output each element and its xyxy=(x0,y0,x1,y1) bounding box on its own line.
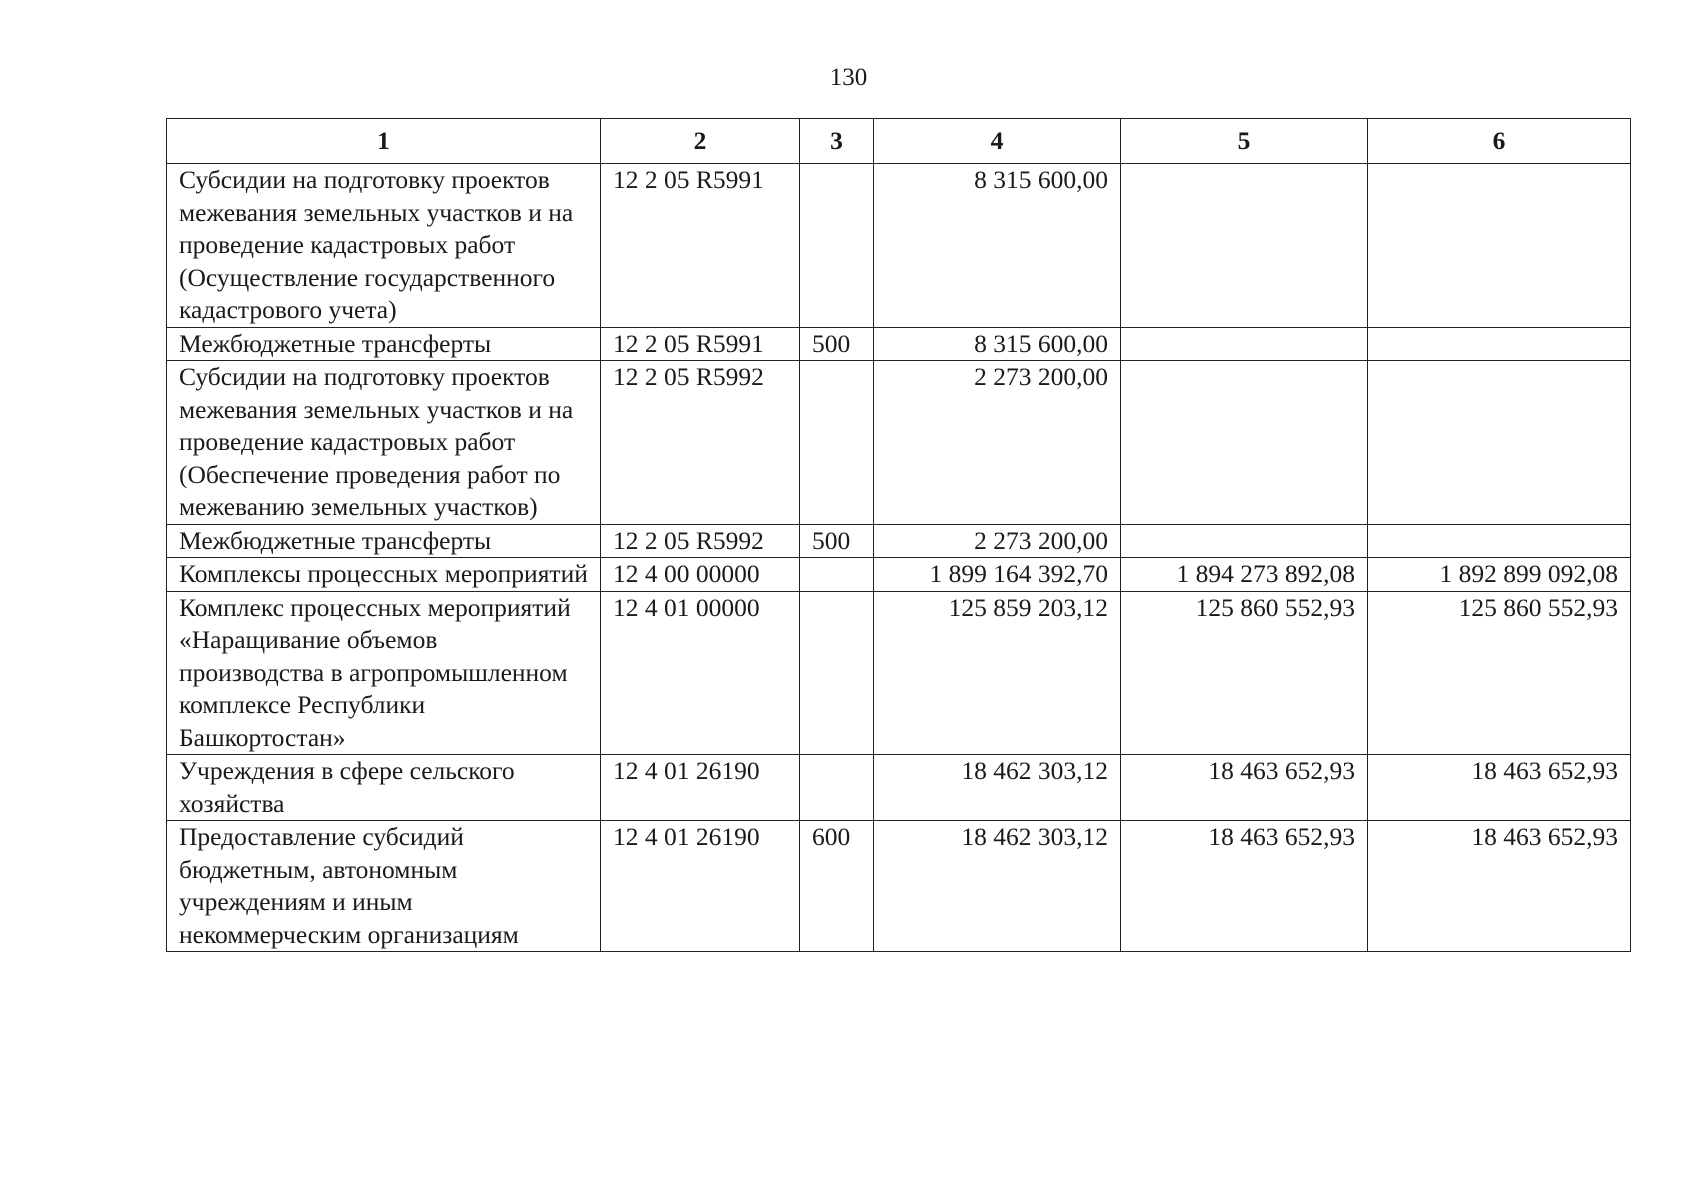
row-type-cell: 500 xyxy=(800,524,874,558)
row-name-cell: Предоставление субсидий бюджетным, автономным учреждениям и иным некоммерческим организациям xyxy=(167,821,601,952)
header-col-6: 6 xyxy=(1368,119,1631,164)
row-sum3-cell xyxy=(1368,524,1631,558)
row-type-cell xyxy=(800,755,874,821)
row-sum3-cell xyxy=(1368,327,1631,361)
row-sum2-cell xyxy=(1121,327,1368,361)
row-sum3-cell: 1 892 899 092,08 xyxy=(1368,558,1631,592)
row-sum3-cell: 18 463 652,93 xyxy=(1368,755,1631,821)
row-sum2-cell: 18 463 652,93 xyxy=(1121,755,1368,821)
row-code-cell: 12 2 05 R5992 xyxy=(601,524,800,558)
row-sum2-cell xyxy=(1121,164,1368,328)
row-name-cell: Комплексы процессных мероприятий xyxy=(167,558,601,592)
header-col-5: 5 xyxy=(1121,119,1368,164)
row-name-cell: Комплекс процессных мероприятий «Наращивание объемов производства в агропромышленном комплексе Республики Башкортостан» xyxy=(167,591,601,755)
header-col-4: 4 xyxy=(874,119,1121,164)
header-row xyxy=(167,119,1631,164)
table-row xyxy=(167,327,1631,361)
row-type-cell: 600 xyxy=(800,821,874,952)
row-code-cell: 12 2 05 R5992 xyxy=(601,361,800,525)
row-sum2-cell: 125 860 552,93 xyxy=(1121,591,1368,755)
row-sum1-cell: 18 462 303,12 xyxy=(874,821,1121,952)
header-col-3: 3 xyxy=(800,119,874,164)
row-name-cell: Межбюджетные трансферты xyxy=(167,327,601,361)
row-sum3-cell: 18 463 652,93 xyxy=(1368,821,1631,952)
row-sum2-cell: 1 894 273 892,08 xyxy=(1121,558,1368,592)
table-row xyxy=(167,524,1631,558)
row-type-cell: 500 xyxy=(800,327,874,361)
row-code-cell: 12 4 00 00000 xyxy=(601,558,800,592)
row-code-cell: 12 4 01 26190 xyxy=(601,821,800,952)
row-type-cell xyxy=(800,361,874,525)
row-sum3-cell: 125 860 552,93 xyxy=(1368,591,1631,755)
row-name-cell: Межбюджетные трансферты xyxy=(167,524,601,558)
row-code-cell: 12 2 05 R5991 xyxy=(601,327,800,361)
table-row xyxy=(167,361,1631,525)
row-sum1-cell: 18 462 303,12 xyxy=(874,755,1121,821)
table-row xyxy=(167,821,1631,952)
row-sum1-cell: 1 899 164 392,70 xyxy=(874,558,1121,592)
row-sum3-cell xyxy=(1368,164,1631,328)
row-sum2-cell xyxy=(1121,361,1368,525)
table-row xyxy=(167,164,1631,328)
row-name-cell: Субсидии на подготовку проектов межевания земельных участков и на проведение кадастровых работ (Осуществление государственного кадастрового учета) xyxy=(167,164,601,328)
row-name-cell: Учреждения в сфере сельского хозяйства xyxy=(167,755,601,821)
table-row xyxy=(167,558,1631,592)
table-row xyxy=(167,591,1631,755)
row-sum2-cell xyxy=(1121,524,1368,558)
header-col-1: 1 xyxy=(167,119,601,164)
row-sum1-cell: 8 315 600,00 xyxy=(874,327,1121,361)
row-code-cell: 12 4 01 00000 xyxy=(601,591,800,755)
row-sum3-cell xyxy=(1368,361,1631,525)
row-type-cell xyxy=(800,164,874,328)
row-sum1-cell: 125 859 203,12 xyxy=(874,591,1121,755)
budget-table xyxy=(166,118,1631,952)
row-name-cell: Субсидии на подготовку проектов межевания земельных участков и на проведение кадастровых работ (Обеспечение проведения работ по межеванию земельных участков) xyxy=(167,361,601,525)
table-body xyxy=(167,164,1631,952)
row-sum2-cell: 18 463 652,93 xyxy=(1121,821,1368,952)
table-row xyxy=(167,755,1631,821)
row-sum1-cell: 8 315 600,00 xyxy=(874,164,1121,328)
page-number: 130 xyxy=(829,64,868,91)
row-sum1-cell: 2 273 200,00 xyxy=(874,361,1121,525)
row-sum1-cell: 2 273 200,00 xyxy=(874,524,1121,558)
row-code-cell: 12 4 01 26190 xyxy=(601,755,800,821)
header-col-2: 2 xyxy=(601,119,800,164)
table-header xyxy=(167,119,1631,164)
row-type-cell xyxy=(800,558,874,592)
row-type-cell xyxy=(800,591,874,755)
row-code-cell: 12 2 05 R5991 xyxy=(601,164,800,328)
